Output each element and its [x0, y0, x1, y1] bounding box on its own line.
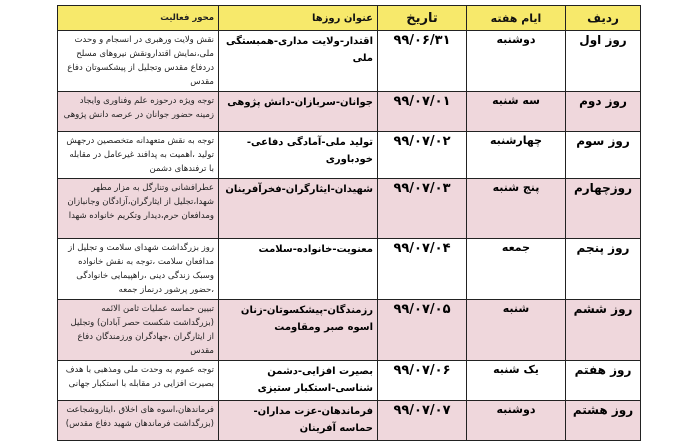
cell-day: سه شنبه: [467, 92, 566, 132]
table-row: [58, 179, 641, 239]
cell-title: شهیدان-ایثارگران-فخرآفرینان: [219, 179, 378, 239]
table-row: [58, 132, 641, 179]
cell-activity: توجه عموم به وحدت ملی ومذهبی با هدف بصیرت افزایی در مقابله با استکبار جهانی: [58, 361, 219, 401]
cell-day: یک شنبه: [467, 361, 566, 401]
table-row: [58, 239, 641, 300]
cell-activity: فرماندهان،اسوه های اخلاق ،ایثاروشجاعت (بزرگداشت فرماندهان شهید دفاع مقدس): [58, 401, 219, 441]
schedule-table-container: [57, 5, 641, 441]
cell-date: ۹۹/۰۷/۰۳: [378, 179, 467, 239]
cell-day: دوشنبه: [467, 31, 566, 92]
cell-day: پنج شنبه: [467, 179, 566, 239]
cell-day: چهارشنبه: [467, 132, 566, 179]
cell-title: معنویت-خانواده-سلامت: [219, 239, 378, 300]
cell-radif: روز ششم: [566, 300, 641, 361]
table-row: [58, 300, 641, 361]
header-date: تاریخ: [378, 6, 467, 31]
cell-title: تولید ملی-آمادگی دفاعی-خودباوری: [219, 132, 378, 179]
cell-day: جمعه: [467, 239, 566, 300]
table-row: [58, 401, 641, 441]
header-row: [58, 6, 641, 31]
table-row: [58, 361, 641, 401]
cell-radif: روزچهارم: [566, 179, 641, 239]
cell-date: ۹۹/۰۷/۰۶: [378, 361, 467, 401]
cell-title: جوانان-سربازان-دانش پژوهی: [219, 92, 378, 132]
schedule-table: [57, 5, 641, 441]
cell-title: اقتدار-ولایت مداری-همبستگی ملی: [219, 31, 378, 92]
cell-date: ۹۹/۰۷/۰۵: [378, 300, 467, 361]
cell-day: شنبه: [467, 300, 566, 361]
header-day: ایام هفته: [467, 6, 566, 31]
cell-day: دوشنبه: [467, 401, 566, 441]
cell-activity: نقش ولایت ورهبری در انسجام و وحدت ملی،نمایش اقتدارونقش نیروهای مسلح دردفاع مقدس وتجلیل از پیشکسوتان دفاع مقدس: [58, 31, 219, 92]
cell-activity: توجه ویژه درحوزه علم وفناوری وایجاد زمینه حضور جوانان در عرصه دانش پژوهی: [58, 92, 219, 132]
table-row: [58, 31, 641, 92]
cell-radif: روز دوم: [566, 92, 641, 132]
cell-date: ۹۹/۰۷/۰۲: [378, 132, 467, 179]
header-radif: ردیف: [566, 6, 641, 31]
cell-radif: روز هفتم: [566, 361, 641, 401]
cell-date: ۹۹/۰۶/۳۱: [378, 31, 467, 92]
header-title: عنوان روزها: [219, 6, 378, 31]
cell-date: ۹۹/۰۷/۰۱: [378, 92, 467, 132]
cell-radif: روز سوم: [566, 132, 641, 179]
header-activity: محور فعالیت: [58, 6, 219, 31]
cell-activity: تبیین حماسه عملیات ثامن الائمه (بزرگداشت شکست حصر آبادان) وتجلیل از ایثارگران ،جهادگران ورزمندگان دفاع مقدس: [58, 300, 219, 361]
cell-title: فرماندهان-عزت مداران-حماسه آفرینان: [219, 401, 378, 441]
cell-activity: روز بزرگداشت شهدای سلامت و تجلیل از مدافعان سلامت ،توجه به نقش خانواده وسبک زندگی دینی ،راهپیمایی خانوادگی ،حضور پرشور درنماز جمعه: [58, 239, 219, 300]
cell-title: بصیرت افزایی-دشمن شناسی-استکبار ستیزی: [219, 361, 378, 401]
cell-title: رزمندگان-پیشکسوتان-زنان اسوه صبر ومقاومت: [219, 300, 378, 361]
cell-date: ۹۹/۰۷/۰۷: [378, 401, 467, 441]
table-row: [58, 92, 641, 132]
cell-activity: عطرافشانی وتنارگل به مزار مطهر شهدا،تجلیل از ایثارگران،آزادگان وجانبازان ومدافعان حرم،دیدار وتکریم خانواده شهدا: [58, 179, 219, 239]
cell-activity: توجه به نقش متعهدانه متخصصین درجهش تولید ،اهمیت به پدافند غیرعامل در مقابله با ترفندهای دشمن: [58, 132, 219, 179]
cell-radif: روز هشتم: [566, 401, 641, 441]
cell-radif: روز پنجم: [566, 239, 641, 300]
cell-date: ۹۹/۰۷/۰۴: [378, 239, 467, 300]
cell-radif: روز اول: [566, 31, 641, 92]
